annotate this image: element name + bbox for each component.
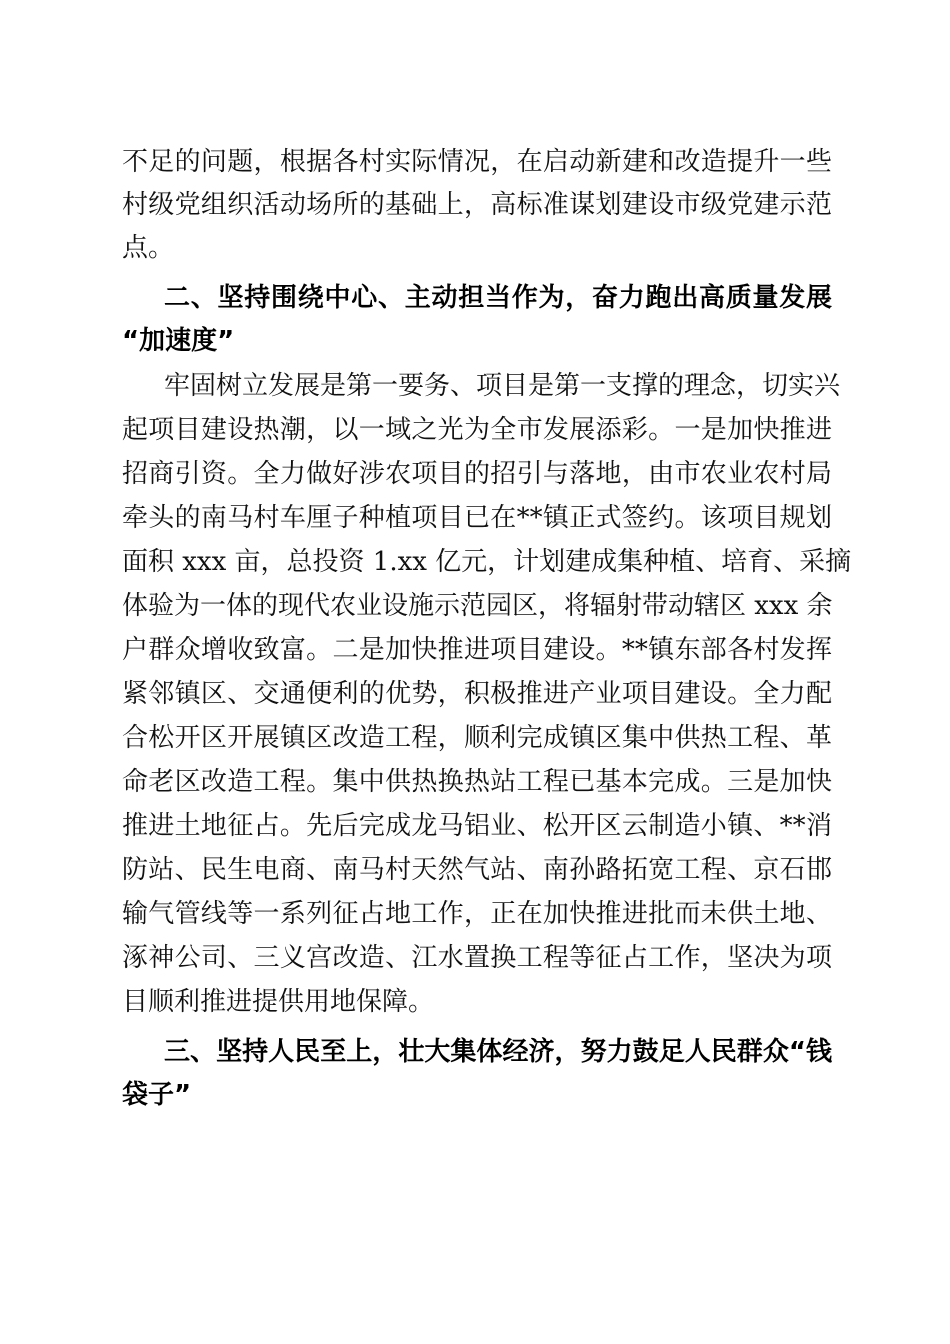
paragraph-2-line-13: 输气管线等一系列征占地工作，正在加快推进批而未供土地、 xyxy=(122,899,832,929)
paragraph-2-line-6: 体验为一体的现代农业设施示范园区，将辐射带动辖区 xxx 余 xyxy=(122,591,833,621)
paragraph-1-line-1: 不足的问题，根据各村实际情况，在启动新建和改造提升一些 xyxy=(122,147,832,177)
paragraph-2-line-12: 防站、民生电商、南马村天然气站、南孙路拓宽工程、京石邯 xyxy=(122,855,832,885)
paragraph-2-line-7: 户群众增收致富。二是加快推进项目建设。**镇东部各村发挥 xyxy=(122,635,832,665)
paragraph-2-line-4: 牵头的南马村车厘子种植项目已在**镇正式签约。该项目规划 xyxy=(122,503,832,533)
section-3-heading-line-2: 袋子” xyxy=(122,1080,192,1110)
section-2-heading-line-2: “加速度” xyxy=(122,326,235,356)
paragraph-2-line-1: 牢固树立发展是第一要务、项目是第一支撑的理念，切实兴 xyxy=(164,371,841,401)
paragraph-2-line-8: 紧邻镇区、交通便利的优势，积极推进产业项目建设。全力配 xyxy=(122,679,832,709)
paragraph-2-line-14: 涿神公司、三义宫改造、江水置换工程等征占工作，坚决为项 xyxy=(122,943,832,973)
paragraph-2-line-3: 招商引资。全力做好涉农项目的招引与落地，由市农业农村局 xyxy=(122,459,832,489)
paragraph-2-line-15: 目顺利推进提供用地保障。 xyxy=(122,987,435,1017)
paragraph-1-line-2: 村级党组织活动场所的基础上，高标准谋划建设市级党建示范 xyxy=(122,190,832,220)
paragraph-2-line-10: 命老区改造工程。集中供热换热站工程已基本完成。三是加快 xyxy=(122,767,832,797)
section-3-heading-line-1: 三、坚持人民至上，壮大集体经济，努力鼓足人民群众“钱 xyxy=(164,1037,832,1067)
section-2-heading-line-1: 二、坚持围绕中心、主动担当作为，奋力跑出高质量发展 xyxy=(164,283,832,313)
paragraph-2-line-9: 合松开区开展镇区改造工程，顺利完成镇区集中供热工程、革 xyxy=(122,723,832,753)
paragraph-2-line-2: 起项目建设热潮，以一域之光为全市发展添彩。一是加快推进 xyxy=(122,415,832,445)
paragraph-2-line-5: 面积 xxx 亩，总投资 1.xx 亿元，计划建成集种植、培育、采摘 xyxy=(122,547,852,577)
paragraph-1-line-3: 点。 xyxy=(122,233,175,263)
paragraph-2-line-11: 推进土地征占。先后完成龙马铝业、松开区云制造小镇、**消 xyxy=(122,811,832,841)
